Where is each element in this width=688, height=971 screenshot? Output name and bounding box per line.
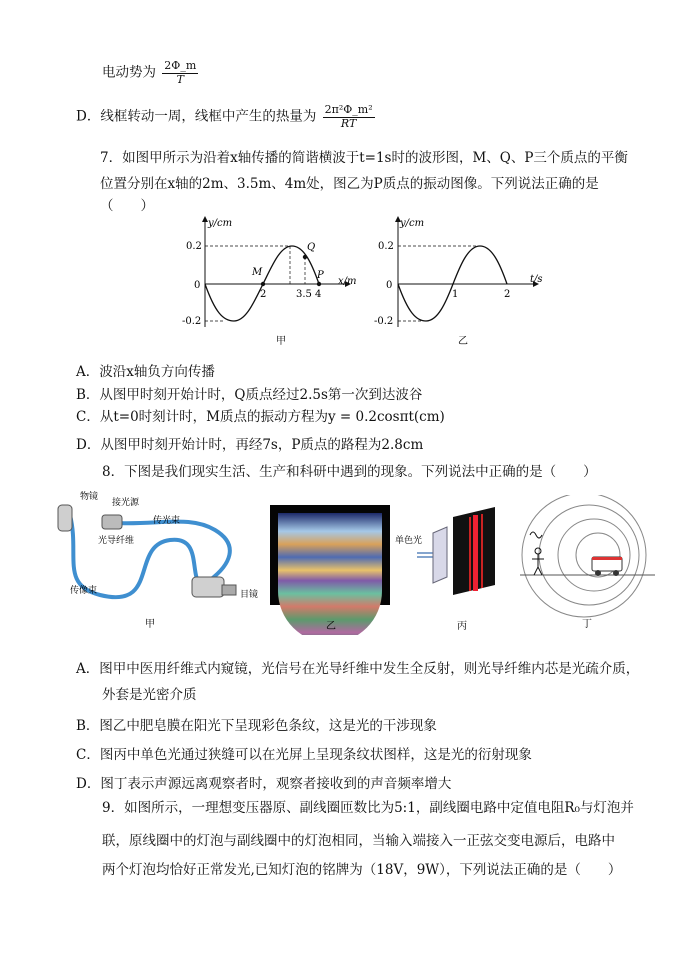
heat-fraction [323, 104, 375, 130]
q7-option-d: D．从图甲时刻开始计时，再经7s，P质点的路程为2.8cm [76, 437, 424, 453]
graph-jia-xtick-2: 2 [260, 289, 267, 300]
emf-denominator: T [176, 72, 184, 86]
label-light-source: 接光源 [112, 498, 140, 508]
vibration-graph-yi [370, 212, 550, 352]
graph-jia-ytick-top: 0.2 [186, 241, 202, 252]
graph-yi-ytick-top: 0.2 [378, 241, 394, 252]
label-objective: 物镜 [80, 492, 99, 502]
q8-option-c: C．图丙中单色光通过狭缝可以在光屏上呈现条纹状图样，这是光的衍射现象 [76, 747, 532, 763]
q8-option-b: B．图乙中肥皂膜在阳光下呈现彩色条纹，这是光的干涉现象 [76, 718, 437, 734]
label-eyepiece: 目镜 [240, 590, 259, 600]
heat-denominator: RT [340, 116, 357, 130]
prev-option-d [76, 104, 377, 130]
prev-option-d-text: D．线框转动一周，线框中产生的热量为 [76, 108, 317, 125]
graph-jia-caption: 甲 [276, 336, 286, 347]
graph-jia-ylabel: y/cm [208, 218, 233, 229]
q7-stem-line3: （ ） [100, 198, 154, 214]
graph-yi-xtick-1: 1 [452, 289, 459, 300]
point-q-label: Q [307, 242, 316, 253]
label-light-bundle: 传光束 [153, 516, 181, 526]
q8-option-a-line2: 外套是光密介质 [102, 687, 197, 703]
q7-option-b: B．从图甲时刻开始计时，Q质点经过2.5s第一次到达波谷 [76, 387, 423, 403]
label-monochromatic-light: 单色光 [395, 536, 423, 546]
caption-bing: 丙 [457, 621, 467, 632]
caption-jia: 甲 [145, 619, 155, 630]
q8-stem: 8．下图是我们现实生活、生产和科研中遇到的现象。下列说法中正确的是（ ） [102, 464, 597, 480]
q8-option-a-line1: A．图甲中医用纤维式内窥镜，光信号在光导纤维中发生全反射，则光导纤维内芯是光疏介质， [76, 661, 640, 677]
prev-emf-line [102, 60, 200, 86]
graph-jia-ytick-zero: 0 [194, 280, 201, 291]
graph-jia-xtick-4: 4 [315, 289, 322, 300]
graph-yi-ytick-zero: 0 [386, 280, 393, 291]
label-image-bundle: 传像束 [70, 586, 98, 596]
graph-yi-ylabel: y/cm [400, 218, 425, 229]
figure-soap-film [270, 505, 390, 635]
q9-stem-line2: 联，原线圈中的灯泡与副线圈中的灯泡相同，当输入端接入一正弦交变电源后，电路中 [102, 833, 615, 849]
figure-single-slit [395, 505, 510, 635]
wave-graph-jia [180, 212, 370, 352]
graph-jia-xlabel: x/m [338, 276, 357, 287]
point-p-label: P [317, 270, 324, 281]
point-m-label: M [252, 267, 263, 278]
graph-yi-xlabel: t/s [530, 274, 543, 285]
heat-numerator: 2π²Φ_m² [324, 103, 373, 116]
label-optical-fiber: 光导纤维 [98, 536, 135, 546]
caption-yi: 乙 [326, 621, 336, 632]
emf-fraction [162, 60, 198, 86]
q7-stem-line2: 位置分别在x轴的2m、3.5m、4m处，图乙为P质点的振动图像。下列说法正确的是 [100, 176, 599, 192]
graph-jia-xtick-35: 3.5 [296, 289, 312, 300]
emf-prefix: 电动势为 [102, 64, 156, 81]
q7-stem-line1: 7．如图甲所示为沿着x轴传播的简谐横波于t=1s时的波形图，M、Q、P三个质点的平衡 [100, 150, 628, 166]
figure-doppler [520, 495, 655, 635]
caption-ding: 丁 [582, 619, 592, 630]
q8-option-d: D．图丁表示声源远离观察者时，观察者接收到的声音频率增大 [76, 776, 452, 792]
graph-yi-caption: 乙 [458, 336, 468, 347]
q9-stem-line3: 两个灯泡均恰好正常发光,已知灯泡的铭牌为（18V，9W），下列说法正确的是（ ） [102, 862, 622, 878]
emf-numerator: 2Φ_m [164, 59, 197, 72]
q7-option-a: A．波沿x轴负方向传播 [76, 364, 215, 380]
graph-jia-ytick-bottom: -0.2 [182, 316, 202, 327]
graph-yi-ytick-bottom: -0.2 [374, 316, 394, 327]
figure-endoscope [40, 485, 260, 635]
q9-stem-line1: 9．如图所示，一理想变压器原、副线圈匝数比为5:1，副线圈电路中定值电阻R₀与灯泡并 [102, 800, 634, 816]
graph-yi-xtick-2: 2 [504, 289, 511, 300]
q7-option-c: C．从t=0时刻计时，M质点的振动方程为y = 0.2cosπt(cm) [76, 409, 445, 425]
